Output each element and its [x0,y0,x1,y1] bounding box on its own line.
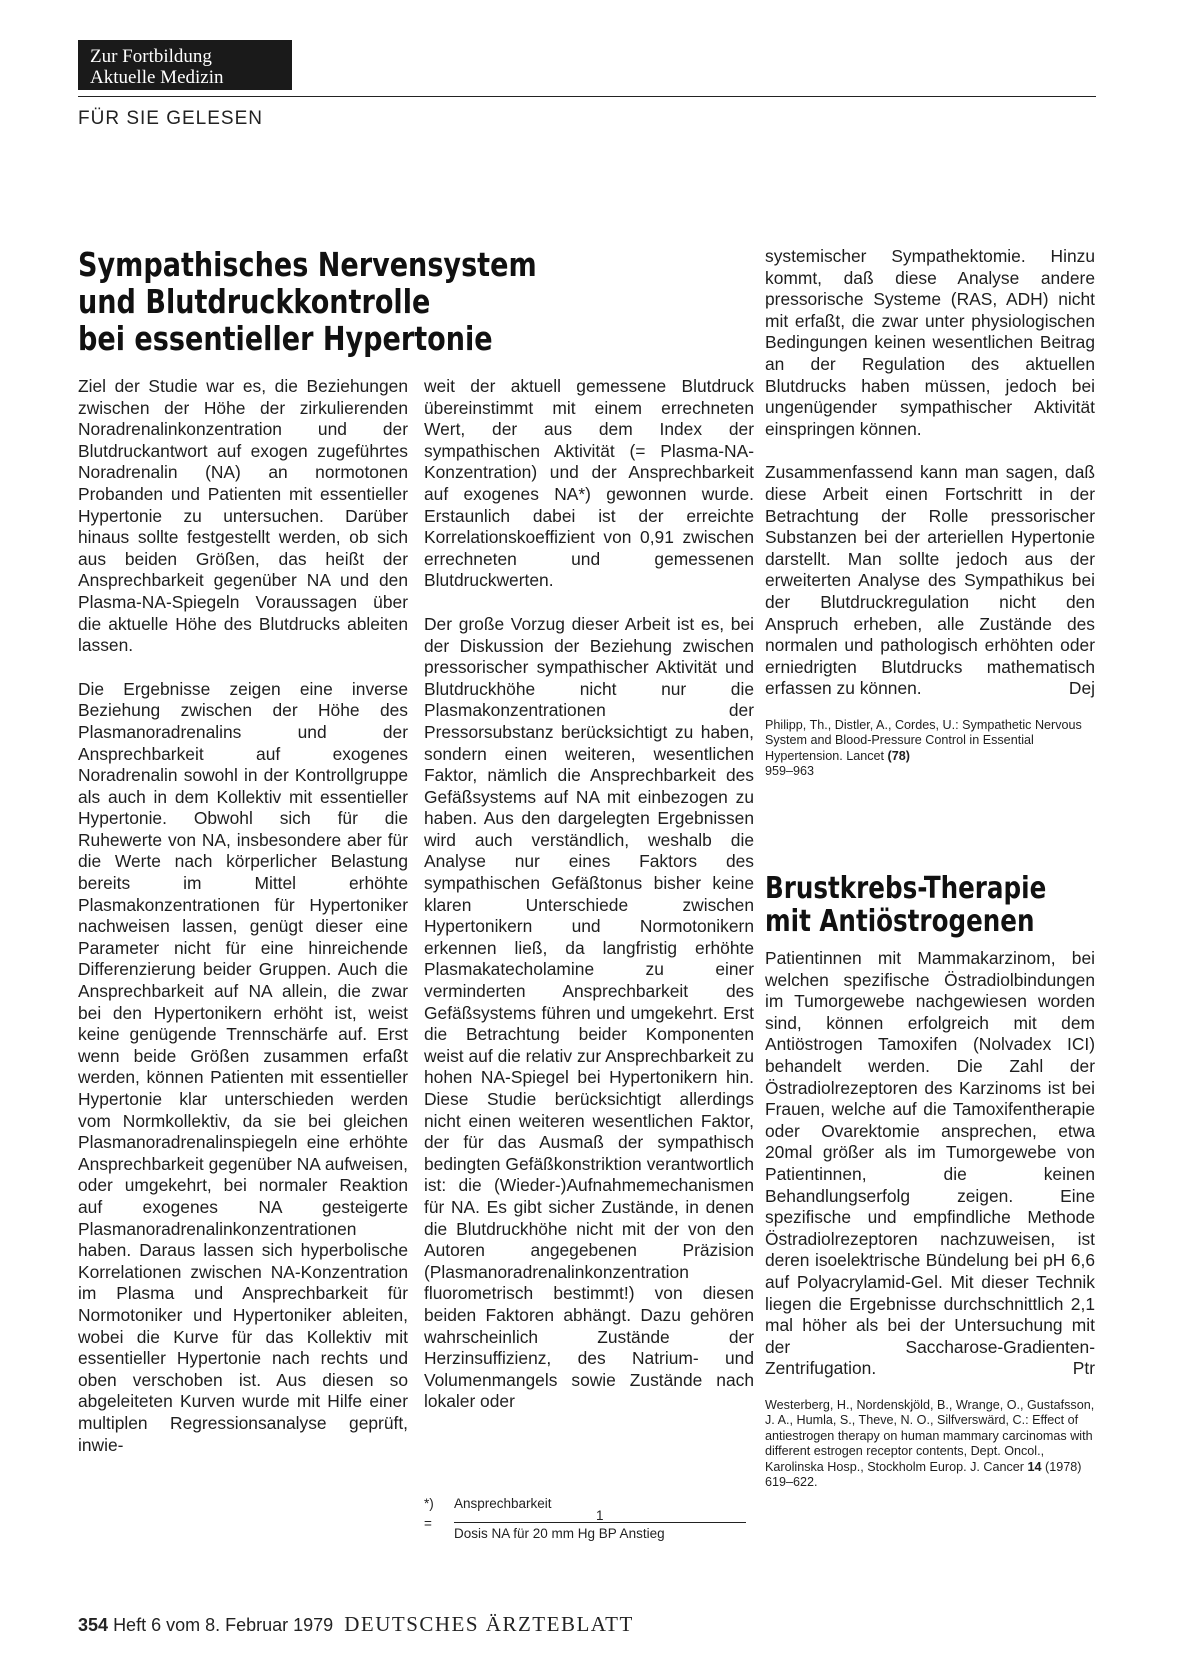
article1-paragraph2-part2: weit der aktuell gemessene Blutdruck übereinstimmt mit einem errechneten Wert, der aus dem Index der sympathischen Aktivität (= Plasma-NA-Konzentration) und der Ansprechbarkeit auf exogenes NA*) gewonnen wurde. Erstaunlich dabei ist der erreichte Korrelationskoeffizient von 0,91 zwischen errechneten und gemessenen Blutdruckwerten. [424,376,754,591]
page-footer [78,1612,634,1637]
footnote-denominator: Dosis NA für 20 mm Hg BP Anstieg [454,1526,665,1541]
magazine-name: DEUTSCHES ÄRZTEBLATT [344,1612,634,1636]
section-tag-line1: Zur Fortbildung [90,46,212,67]
article2-title-line1: Brustkrebs-Therapie [765,871,1047,906]
article1-reference: Philipp, Th., Distler, A., Cordes, U.: Sympathetic Nervous System and Blood-Pressure Control in Essential Hypertension. Lancet (78) 959–963 [765,717,1082,779]
article1-title-line1: Sympathisches Nervensystem [78,245,537,284]
page-number: 354 [78,1615,109,1635]
footnote-fraction-bar [454,1522,746,1523]
article1-column1 [78,376,408,1478]
footnote-equals: = [424,1516,432,1531]
article1-signature: Dej [1068,678,1095,699]
footnote-marker: *) [424,1496,434,1511]
footnote-formula [424,1496,754,1540]
article2-title [765,872,1046,938]
article1-title-line3: bei essentieller Hypertonie [78,319,493,358]
footnote-numerator-label: Ansprechbarkeit [454,1496,552,1511]
section-tag-line2: Aktuelle Medizin [90,67,224,88]
issue-info: Heft 6 vom 8. Februar 1979 [113,1615,334,1635]
article1-paragraph3-part1: Der große Vorzug dieser Arbeit ist es, bei der Diskussion der Beziehung zwischen pressorischer sympathischer Aktivität und Blutdruckhöhe nicht nur die Plasmakonzentrationen der Pressorsubstanz berücksichtigt zu haben, sondern einen weiteren, wesentlichen Faktor, nämlich die Ansprechbarkeit des Gefäßsystems auf NA mit einbezogen zu haben. Aus den dargelegten Ergebnissen wird auch verständlich, weshalb die Analyse nur eines Faktors des sympathischen Gefäßtonus bisher keine klaren Unterschiede zwischen Hypertonikern und Normotonikern erkennen ließ, da langfristig erhöhte Plasmakatecholamine zu einer verminderten Ansprechbarkeit des Gefäßsystems führen und umgekehrt. Erst die Betrachtung beider Komponenten weist auf die relativ zur Ansprechbarkeit zu hohen NA-Spiegel bei Hypertonikern hin. Diese Studie berücksichtigt allerdings nicht einen weiteren wesentlichen Faktor, der für das Ausmaß der sympathisch bedingten Gefäßkonstriktion verantwortlich ist: die (Wieder-)Aufnahmemechanismen für NA. Es gibt sicher Zustände, in denen die Blutdruckhöhe nicht mit der von den Autoren angegebenen Präzision (Plasmanoradrenalinkonzentration fluorometrisch bestimmt!) von diesen beiden Faktoren abhängt. Dazu gehören wahrscheinlich Zustände der Herzinsuffizienz, des Natrium- und Volumenmangels sowie Zustände nach lokaler oder [424,613,754,1412]
kicker: FÜR SIE GELESEN [78,108,263,129]
article2-title-line2: mit Antiöstrogenen [765,904,1035,939]
article1-title [78,246,537,357]
article1-paragraph1: Ziel der Studie war es, die Beziehungen zwischen der Höhe der zirkulierenden Noradrenalinkonzentration und der Blutdruckantwort auf exogen zugeführtes Noradrenalin (NA) an normotonen Probanden und Patienten mit essentieller Hypertonie zu untersuchen. Darüber hinaus sollte festgestellt werden, ob sich aus beiden Größen, das heißt der Ansprechbarkeit gegenüber NA und den Plasma-NA-Spiegeln Voraussagen über die aktuelle Höhe des Blutdrucks ableiten lassen. [78,376,408,656]
article1-paragraph3-part2: systemischer Sympathektomie. Hinzu kommt, daß diese Analyse andere pressorische Systeme (RAS, ADH) nicht mit erfaßt, die zwar unter physiologischen Bedingungen keinen wesentlichen Beitrag an der Regulation des aktuellen Blutdrucks haben müssen, jedoch bei ungenügender sympathischer Aktivität einspringen können. [765,246,1095,439]
article1-title-line2: und Blutdruckkontrolle [78,282,431,321]
footnote-numerator-value: 1 [596,1508,604,1523]
section-tag [78,40,292,90]
top-rule [78,96,1096,97]
article1-paragraph4: Zusammenfassend kann man sagen, daß diese Arbeit einen Fortschritt in der Betrachtung der Rolle pressorischer Substanzen bei der arteriellen Hypertonie darstellt. Man sollte jedoch aus der erweiterten Analyse des Sympathikus bei der Blutdruckregulation nicht den Anspruch erheben, alle Zustände des normalen und pathologisch erhöhten oder erniedrigten Blutdrucks mathematisch erfassen zu können. Dej [765,462,1095,699]
article1-column2 [424,376,754,1435]
article2-reference: Westerberg, H., Nordenskjöld, B., Wrange, O., Gustafsson, J. A., Humla, S., Theve, N. O., Silfverswärd, C.: Effect of antiestrogen therapy on human mammary carcinomas with different estrogen receptor contents, Dept. Oncol., Karolinska Hosp., Stockholm Europ. J. Cancer 14 (1978) 619–622. [765,1397,1095,1490]
article1-paragraph2-part1: Die Ergebnisse zeigen eine inverse Beziehung zwischen der Höhe des Plasmanoradrenalins und der Ansprechbarkeit auf exogenes Noradrenalin sowohl in der Kontrollgruppe als auch in dem Kollektiv mit essentieller Hypertonie. Obwohl sich für die Ruhewerte von NA, insbesondere aber für die Werte nach körperlicher Belastung bereits im Mittel erhöhte Plasmakonzentrationen für Hypertoniker nachweisen lassen, genügt dieser eine Parameter nicht für eine hinreichende Differenzierung beider Gruppen. Auch die Ansprechbarkeit auf NA allein, die zwar bei den Hypertonikern erhöht ist, weist keine genügende Trennschärfe auf. Erst wenn beide Größen zusammen erfaßt werden, können Patienten mit essentieller Hypertonie klar unterschieden werden vom Normkollektiv, da sie bei gleichen Plasmanoradrenalinspiegeln eine erhöhte Ansprechbarkeit gegenüber NA aufweisen, oder umgekehrt, bei normaler Reaktion auf exogenes NA gesteigerte Plasmanoradrenalinkonzentrationen haben. Daraus lassen sich hyperbolische Korrelationen zwischen NA-Konzentration im Plasma und Ansprechbarkeit für Normotoniker und Hypertoniker ableiten, wobei die Kurve für das Kollektiv mit essentieller Hypertonie nach rechts und oben verschoben ist. Aus diesen so abgeleiteten Kurven wurde mit Hilfe einer multiplen Regressionsanalyse geprüft, inwie- [78,678,408,1455]
article2-paragraph1: Patientinnen mit Mammakarzinom, bei welchen spezifische Östradiolbindungen im Tumorgewebe nachgewiesen worden sind, können erfolgreich mit dem Antiöstrogen Tamoxifen (Nolvadex ICI) behandelt werden. Die Zahl der Östradiolrezeptoren des Karzinoms ist bei Frauen, welche auf die Tamoxifentherapie oder Ovarektomie ansprechen, etwa 20mal größer als im Tumorgewebe von Patientinnen, die keinen Behandlungserfolg zeigen. Eine spezifische und empfindliche Methode Östradiolrezeptoren nachzuweisen, ist deren isoelektrische Bündelung bei pH 6,6 auf Polyacrylamid-Gel. Mit dieser Technik liegen die Ergebnisse durchschnittlich 2,1 mal höher als bei der Untersuchung mit der Saccharose-Gradienten-Zentrifugation. Ptr [765,948,1095,1379]
article2-signature: Ptr [1072,1358,1095,1379]
article2-column [765,948,1095,1491]
article1-column3 [765,246,1095,780]
